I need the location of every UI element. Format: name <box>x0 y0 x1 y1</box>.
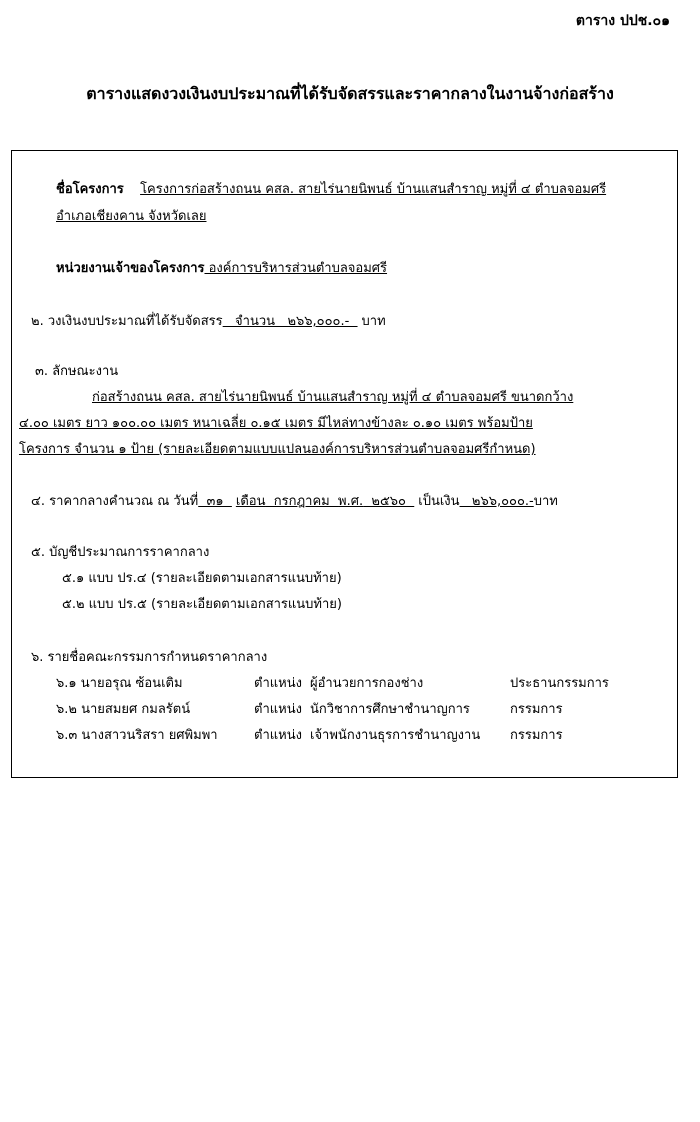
member-position: นักวิชาการศึกษาชำนาญการ <box>310 702 470 717</box>
budget-value: จำนวน ๒๖๖,๐๐๐.- <box>222 314 358 329</box>
price-list-label: ๕. บัญชีประมาณการราคากลาง <box>31 545 210 560</box>
median-price-label: ๔. ราคากลางคำนวณ ณ วันที่ <box>31 494 199 509</box>
member-position: เจ้าพนักงานธุรการชำนาญงาน <box>310 728 481 743</box>
characteristics-line-1: ก่อสร้างถนน คสล. สายไร่นายนิพนธ์ บ้านแสนสำราญ หมู่ที่ ๔ ตำบลจอมศรี ขนาดกว้าง <box>92 390 574 405</box>
project-name-row <box>56 181 606 199</box>
median-price-month-label: เดือน <box>235 494 266 509</box>
member-name: ๖.๒ นายสมยศ กมลรัตน์ <box>56 702 191 717</box>
budget-unit: บาท <box>361 314 386 329</box>
median-price-year: ๒๕๖๐ <box>363 494 415 509</box>
median-price-month: กรกฎาคม <box>265 494 339 509</box>
owner-row <box>56 260 387 278</box>
owner-value: องค์การบริหารส่วนตำบลจอมศรี <box>204 261 388 276</box>
form-code: ตาราง ปปช.๐๑ <box>575 13 670 29</box>
median-price-unit: บาท <box>533 494 558 509</box>
document-title: ตารางแสดงวงเงินงบประมาณที่ได้รับจัดสรรและราคากลางในงานจ้างก่อสร้าง <box>86 84 614 103</box>
price-list-item: ๕.๒ แบบ ปร.๕ (รายละเอียดตามเอกสารแนบท้าย) <box>62 597 342 612</box>
member-position: ผู้อำนวยการกองช่าง <box>310 676 424 691</box>
member-position-label: ตำแหน่ง <box>254 676 302 691</box>
member-name: ๖.๑ นายอรุณ ซ้อนเติม <box>56 676 183 691</box>
owner-label: หน่วยงานเจ้าของโครงการ <box>56 261 205 276</box>
median-price-amount: ๒๖๖,๐๐๐.- <box>459 494 534 509</box>
budget-row <box>31 313 386 331</box>
content-frame <box>11 150 678 778</box>
member-position-label: ตำแหน่ง <box>254 702 302 717</box>
median-price-amount-label: เป็นเงิน <box>418 494 460 509</box>
budget-label: ๒. วงเงินงบประมาณที่ได้รับจัดสรร <box>31 314 223 329</box>
project-location: อำเภอเชียงคาน จังหวัดเลย <box>56 209 207 224</box>
price-list-item: ๕.๑ แบบ ปร.๔ (รายละเอียดตามเอกสารแนบท้าย) <box>62 571 342 586</box>
project-name-value: โครงการก่อสร้างถนน คสล. สายไร่นายนิพนธ์ บ้านแสนสำราญ หมู่ที่ ๔ ตำบลจอมศรี <box>140 182 607 197</box>
median-price-day: ๓๑ <box>198 494 232 509</box>
member-role: ประธานกรรมการ <box>510 676 609 691</box>
characteristics-line-3: โครงการ จำนวน ๑ ป้าย (รายละเอียดตามแบบแปลนองค์การบริหารส่วนตำบลจอมศรีกำหนด) <box>19 442 536 457</box>
characteristics-label: ๓. ลักษณะงาน <box>35 364 119 379</box>
member-name: ๖.๓ นางสาวนริสรา ยศพิมพา <box>56 728 218 743</box>
committee-label: ๖. รายชื่อคณะกรรมการกำหนดราคากลาง <box>31 650 268 665</box>
median-price-year-label: พ.ศ. <box>338 494 364 509</box>
project-name-label: ชื่อโครงการ <box>56 182 124 197</box>
member-role: กรรมการ <box>510 728 563 743</box>
member-position-label: ตำแหน่ง <box>254 728 302 743</box>
characteristics-line-2: ๔.๐๐ เมตร ยาว ๑๐๐.๐๐ เมตร หนาเฉลี่ย ๐.๑๕ เมตร มีไหล่ทางข้างละ ๐.๑๐ เมตร พร้อมป้าย <box>19 416 533 431</box>
member-role: กรรมการ <box>510 702 563 717</box>
median-price-row <box>31 493 558 511</box>
